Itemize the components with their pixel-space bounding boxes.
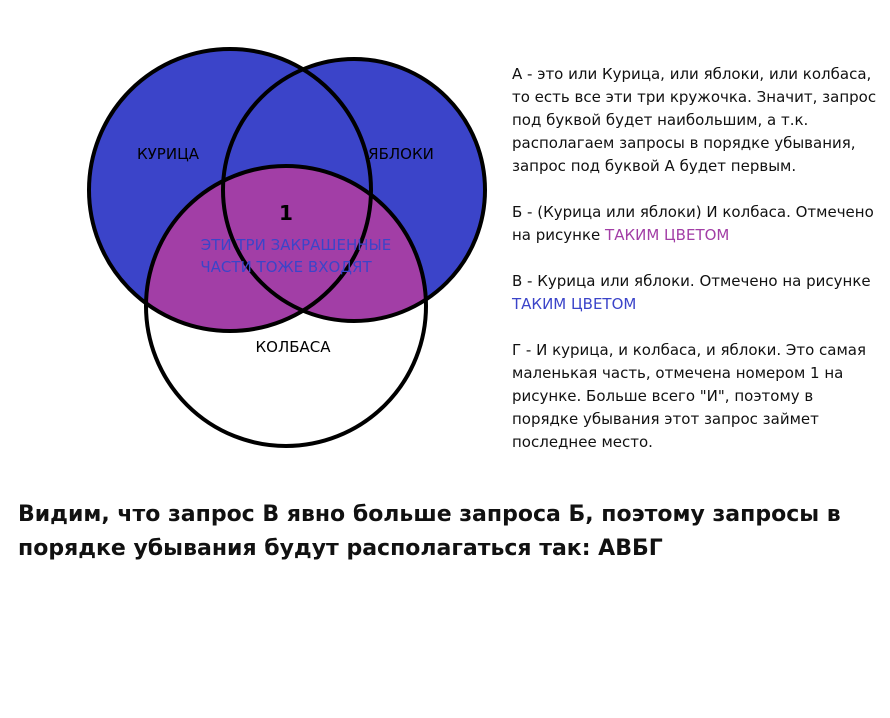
explanation-b-highlight: ТАКИМ ЦВЕТОМ bbox=[605, 226, 730, 244]
conclusion-text: Видим, что запрос В явно больше запроса Б, поэтому запросы в порядке убывания будут располагаться так: АВБГ bbox=[18, 502, 841, 561]
label-sausage: КОЛБАСА bbox=[255, 338, 331, 356]
explanation-b bbox=[512, 201, 882, 247]
explanation-v-highlight: ТАКИМ ЦВЕТОМ bbox=[512, 295, 637, 313]
label-apples: ЯБЛОКИ bbox=[368, 145, 434, 163]
explanation-g: Г - И курица, и колбаса, и яблоки. Это самая маленькая часть, отмечена номером 1 на рисунке. Больше всего "И", поэтому в порядке убывания этот запрос займет последнее место. bbox=[512, 341, 867, 451]
explanation-a: А - это или Курица, или яблоки, или колбаса, то есть все эти три кружочка. Значит, запрос под буквой будет наибольшим, а т.к. располагаем запросы в порядке убывания, запрос под буквой А будет первым. bbox=[512, 65, 877, 175]
explanation-block bbox=[512, 63, 882, 477]
label-chicken: КУРИЦА bbox=[137, 145, 199, 163]
explanation-b-text: Б - (Курица или яблоки) И колбаса. Отмечено на рисунке bbox=[512, 203, 874, 244]
note-line-1: ЭТИ ТРИ ЗАКРАШЕННЫЕ bbox=[200, 236, 392, 254]
explanation-v bbox=[512, 270, 882, 316]
note-line-2: ЧАСТИ ТОЖЕ ВХОДЯТ bbox=[200, 258, 372, 276]
center-number: 1 bbox=[279, 201, 293, 225]
explanation-v-text: В - Курица или яблоки. Отмечено на рисунке bbox=[512, 272, 871, 290]
venn-diagram bbox=[0, 0, 500, 470]
